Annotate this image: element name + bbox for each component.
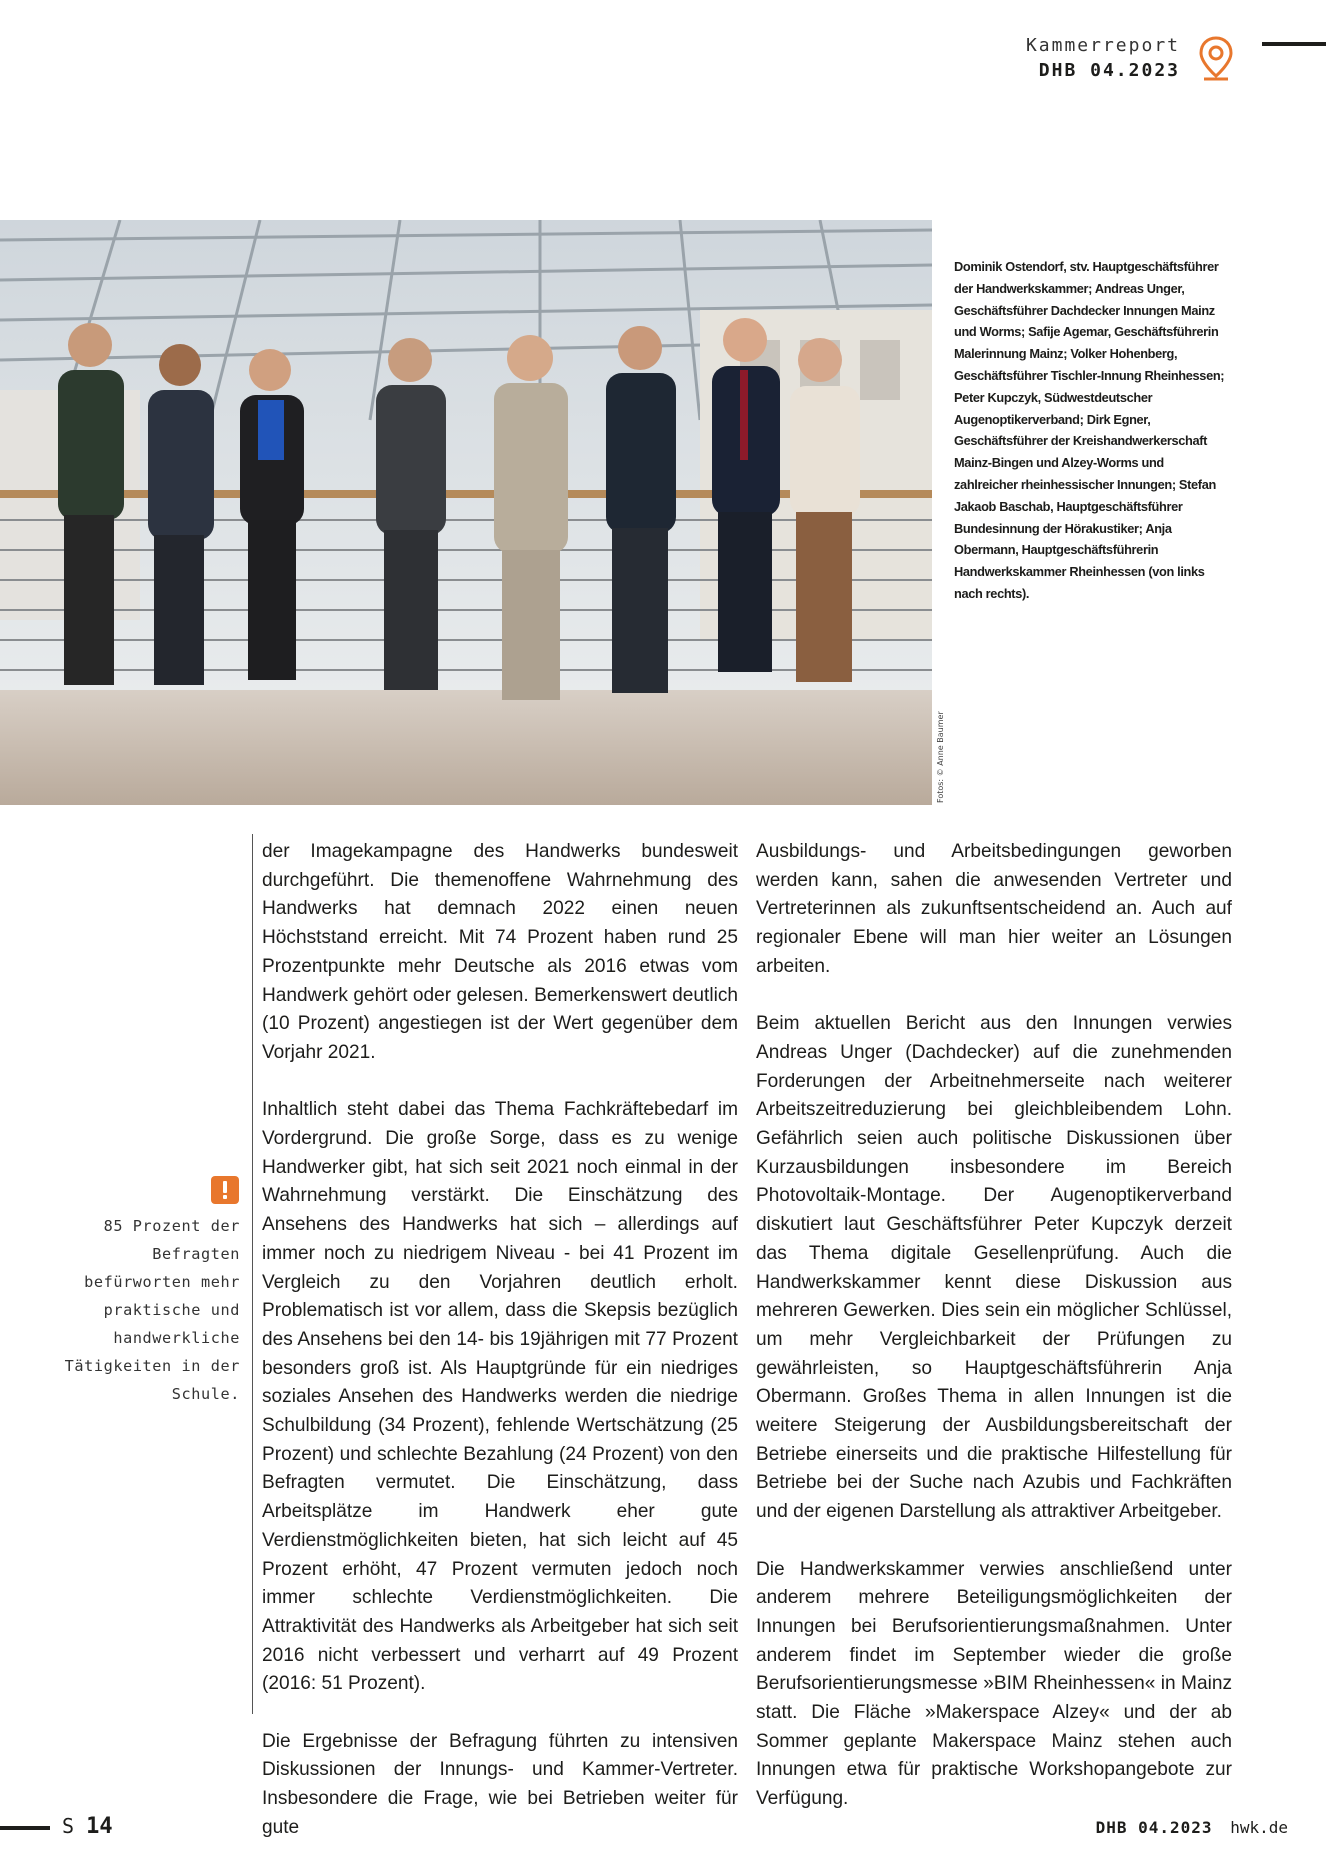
- location-pin-icon: [1196, 34, 1236, 82]
- issue-label: DHB 04.2023: [1038, 60, 1180, 81]
- page-number: [62, 1814, 113, 1839]
- paragraph: Die Handwerkskammer verwies anschließend unter anderem mehrere Beteiligungsmöglichkeiten der Innungen bei Berufsorientierungsmaßnahmen. Unter anderem findet im September wieder die große Berufsorientierungsmesse »BIM Rheinhessen« in Mainz statt. Die Fläche »Makerspace Alzey« und der ab Sommer geplante Makerspace Mainz stehen auch Innungen etwa für praktische Workshopangebote zur Verfügung.: [756, 1558, 1232, 1810]
- header-rule: [1262, 42, 1326, 46]
- footer-info: [1096, 1818, 1288, 1837]
- footer-rule: [0, 1826, 50, 1830]
- photo-caption: Dominik Ostendorf, stv. Hauptgeschäftsführer der Handwerkskammer; Andreas Unger, Geschäftsführer Dachdecker Innungen Mainz und Worms; Safije Agemar, Geschäftsführerin Malerinnung Mainz; Volker Hohenberg, Geschäftsführer Tischler-Innung Rheinhessen; Peter Kupczyk, Südwestdeutscher Augenoptikerverband; Dirk Egner, Geschäftsführer der Kreishandwerkerschaft Mainz-Bingen und Alzey-Worms und zahlreicher rheinhessischer Innungen; Stefan Jakaob Baschab, Hauptgeschäftsführer Bundesinnung der Hörakustiker; Anja Obermann, Hauptgeschäftsführerin Handwerkskammer Rheinhessen (von links nach rechts).: [954, 259, 1225, 601]
- footer-issue: DHB 04.2023: [1095, 1818, 1213, 1837]
- photo-credit: [936, 711, 952, 805]
- paragraph: Die Ergebnisse der Befragung führten zu intensiven Diskussionen der Innungs- und Kammer-Vertreter. Insbesondere die Frage, wie bei Betrieben weiter für gute: [262, 1730, 738, 1838]
- paragraph: Beim aktuellen Bericht aus den Innungen verwies Andreas Unger (Dachdecker) auf die zunehmenden Forderungen der Arbeitnehmerseite nach weiterer Arbeitszeitreduzierung bei gleichbleibendem Lohn. Gefährlich seien auch politische Diskussionen über Kurzausbildungen insbesondere im Bereich Photovoltaik-Montage. Der Augenoptikerverband diskutiert laut Geschäftsführer Peter Kupczyk derzeit das Thema digitale Gesellenprüfung. Auch die Handwerkskammer kennt diese Diskussion aus mehreren Gewerken. Dies sein ein möglicher Schlüssel, um mehr Vergleichbarkeit der Prüfungen zu gewährleisten, so Hauptgeschäftsführerin Anja Obermann. Großes Thema in allen Innungen ist die weitere Steigerung der Ausbildungsbereitschaft der Betriebe einerseits und die praktische Hilfestellung für Betriebe bei der Suche nach Azubis und Fachkräften und der eigenen Darstellung als attraktiver Arbeitgeber.: [756, 1013, 1232, 1523]
- section-title: Kammerreport: [1025, 35, 1180, 56]
- highlight-quote: 85 Prozent der Befragten befürworten mehr praktische und handwerkliche Tätigkeiten in der Schule.: [64, 1217, 240, 1403]
- footer-website: hwk.de: [1230, 1818, 1288, 1837]
- page-number-value: 14: [86, 1814, 113, 1839]
- paragraph: Ausbildungs- und Arbeitsbedingungen geworben werden kann, sahen die anwesenden Vertreter und Vertreterinnen als zukunftsentscheidend an. Auch auf regionaler Ebene will man hier weiter an Lösungen arbeiten.: [756, 841, 1232, 977]
- column-divider: [252, 834, 253, 1714]
- photo-credit-text: Fotos: © Anne Baumer: [936, 711, 945, 803]
- header: [1026, 34, 1180, 84]
- exclamation-icon: [211, 1176, 239, 1204]
- paragraph: Inhaltlich steht dabei das Thema Fachkräftebedarf im Vordergrund. Die große Sorge, dass es zu wenige Handwerker gibt, hat sich seit 2021 noch einmal in der Wahrnehmung verstärkt. Die Einschätzung des Ansehens des Handwerks hat sich – allerdings auf immer noch zu niedrigem Niveau - bei 41 Prozent im Vergleich zu den Vorjahren deutlich erholt. Problematisch ist vor allem, dass die Skepsis bezüglich des Ansehens bei den 14- bis 19jährigen mit 77 Prozent besonders groß ist. Als Hauptgründe für ein niedriges soziales Ansehen des Handwerks werden die niedrige Schulbildung (34 Prozent), fehlende Wertschätzung (25 Prozent) und schlechte Bezahlung (24 Prozent) von den Befragten vermutet. Die Einschätzung, dass Arbeitsplätze im Handwerk eher gute Verdienstmöglichkeiten bieten, hat sich leicht auf 45 Prozent erhöht, 47 Prozent vermuten jedoch noch immer schlechte Verdienstmöglichkeiten. Die Attraktivität des Handwerks als Arbeitgeber hat sich seit 2016 nicht verbessert und verharrt auf 49 Prozent (2016: 51 Prozent).: [262, 1099, 738, 1695]
- group-photo: [0, 220, 932, 805]
- paragraph: der Imagekampagne des Handwerks bundesweit durchgeführt. Die themenoffene Wahrnehmung des Handwerks hat demnach 2022 einen neuen Höchststand erreicht. Mit 74 Prozent haben rund 25 Prozentpunkte mehr Deutsche als 2016 etwas vom Handwerk gehört oder gelesen. Bemerkenswert deutlich (10 Prozent) angestiegen ist der Wert gegenüber dem Vorjahr 2021.: [262, 841, 738, 1063]
- article-column-1: [262, 838, 738, 1871]
- article-column-2: [756, 838, 1232, 1843]
- page-prefix: S: [62, 1814, 75, 1838]
